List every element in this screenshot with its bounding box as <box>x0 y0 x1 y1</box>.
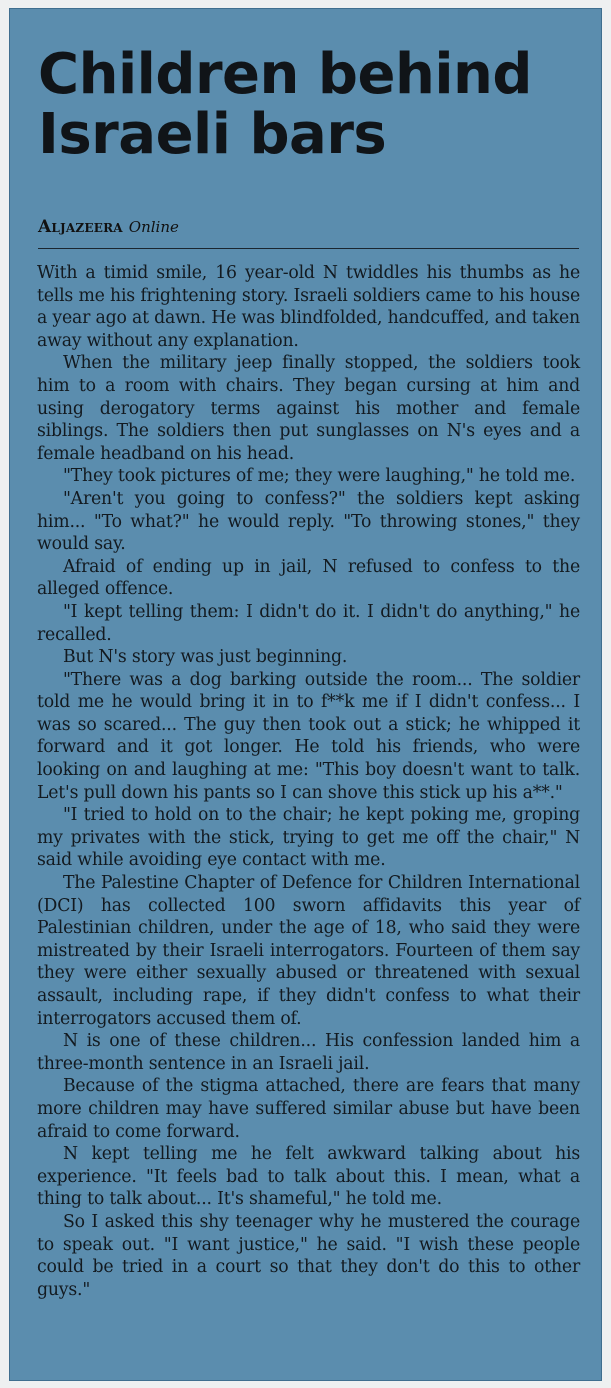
paragraph: So I asked this shy teenager why he mustered the courage to speak out. "I want justice," he said. "I wish these people could be tried in a court so that they don't do this to other guys." <box>37 1211 580 1300</box>
paragraph: "They took pictures of me; they were laughing," he told me. <box>62 466 576 487</box>
paragraph: Because of the stigma attached, there are fears that many more children may have suffered similar abuse but have been afraid to come forward. <box>37 1076 580 1142</box>
divider-rule <box>38 248 579 249</box>
source-name: Aljazeera <box>38 217 123 237</box>
paragraph: N kept telling me he felt awkward talking about his experience. "It feels bad to talk about this. I mean, what a thing to talk about... It's shameful," he told me. <box>37 1144 580 1210</box>
paragraph: With a timid smile, 16 year-old N twiddles his thumbs as he tells me his frightening story. Israeli soldiers came to his house a year ago at dawn. He was blindfolded, handcuffed, and taken away without any explanation. <box>37 263 580 351</box>
headline: Children behind Israeli bars <box>38 42 532 167</box>
paragraph: "There was a dog barking outside the room... The soldier told me he would bring it in to f**k me if I didn't confess... I was so scared... The guy then took out a stick; he whipped it forward and it got longer. He told his friends, who were looking on and laughing at me: "This boy doesn't want to talk. Let's pull down his pants so I can shove this stick up his a**." <box>37 669 580 803</box>
source-sub: Online <box>128 218 179 236</box>
paragraph: "Aren't you going to confess?" the soldiers kept asking him... "To what?" he would reply. "To throwing stones," they would say. <box>37 488 580 555</box>
paragraph: Afraid of ending up in jail, N refused to confess to the alleged offence. <box>37 556 580 600</box>
paragraph: The Palestine Chapter of Defence for Children International (DCI) has collected 100 sworn affidavits this year of Palestinian children, under the age of 18, who said they were mistreated by their Israeli interrogators. Fourteen of them say they were either sexually abused or threatened with sexual assault, including rape, if they didn't confess to what their interrogators accused them of. <box>37 873 580 1029</box>
paragraph: "I kept telling them: I didn't do it. I didn't do anything," he recalled. <box>37 601 580 645</box>
paragraph: But N's story was just beginning. <box>62 647 348 668</box>
paragraph: When the military jeep finally stopped, the soldiers took him to a room with chairs. They began cursing at him and using derogatory terms against his mother and female siblings. The soldiers then put sunglasses on N's eyes and a female headband on his head. <box>37 353 580 464</box>
newspaper-clipping <box>9 8 602 1381</box>
article-body <box>37 262 580 1301</box>
paragraph: "I tried to hold on to the chair; he kept poking me, groping my privates with the stick, trying to get me off the chair," N said while avoiding eye contact with me. <box>37 805 580 871</box>
byline <box>38 217 179 237</box>
paragraph: N is one of these children... His confession landed him a three-month sentence in an Israeli jail. <box>37 1031 580 1074</box>
